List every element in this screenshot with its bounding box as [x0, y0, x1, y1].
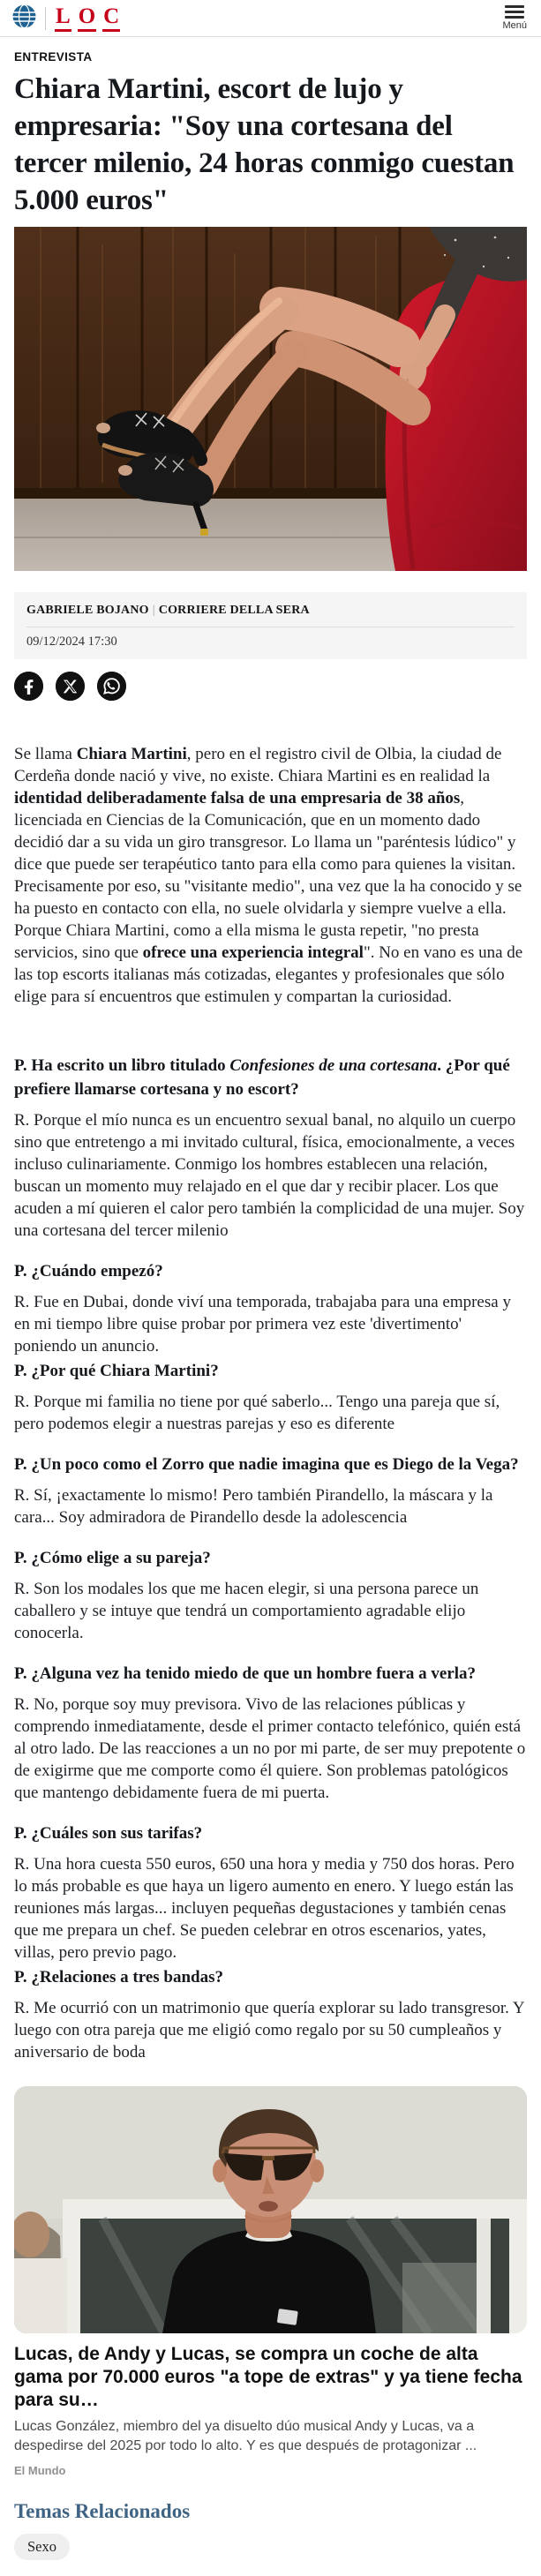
- interview-question: P. ¿Cómo elige a su pareja?: [14, 1548, 211, 1567]
- menu-label: Menú: [502, 20, 527, 31]
- related-article-source: El Mundo: [14, 2463, 66, 2477]
- section-kicker: ENTREVISTA: [14, 50, 93, 64]
- share-row: [14, 672, 527, 701]
- interview-question: P. ¿Cuándo empezó?: [14, 1261, 163, 1280]
- interview-answer: R. Me ocurrió con un matrimonio que quería explorar su lado transgresor. Y luego con otra pareja que me eligió como regalo por su 50 cumpleaños y aniversario de boda: [14, 1998, 524, 2062]
- loc-letter: L: [55, 5, 71, 32]
- interview-answer: R. Porque mi familia no tiene por qué saberlo... Tengo una pareja que sí, pero podemos elegir a nuestras parejas y eso es diferente: [14, 1392, 500, 1433]
- brand[interactable]: [12, 4, 120, 33]
- publish-datetime: 09/12/2024 17:30: [26, 634, 117, 649]
- interview-answer: R. No, porque soy muy previsora. Vivo de las relaciones públicas y comprendo inmediatamente, desde el primer contacto telefónico, quién está al otro lado. De las reacciones a un no por mi parte, de ser muy prepotente o de exigirme que me comporte como él quiere. Son problemas patológicos que mantengo debidamente fuera de mi puerta.: [14, 1694, 526, 1802]
- related-article-card[interactable]: [14, 2086, 527, 2477]
- interview-answer: R. Porque el mío nunca es un encuentro sexual banal, no alquilo un cuerpo sino que entretengo a mi invitado cultural, física, emocionalmente, a veces incluso culinariamente. Conmigo los hombres establecen una relación, buscan un momento muy relajado en el que dar y recibir placer. Los que acuden a mí quieren el calor pero también la complicidad de una mujer. Soy una cortesana del tercer milenio: [14, 1110, 525, 1240]
- whatsapp-icon: [97, 672, 126, 701]
- related-article-description: Lucas González, miembro del ya disuelto dúo musical Andy y Lucas, va a despedirse del 2025 por todo lo alto. Y es que después de protagonizar ...: [14, 2419, 477, 2453]
- x-icon: [56, 672, 85, 701]
- byline-box: [14, 592, 527, 659]
- interview-question: P. ¿Por qué Chiara Martini?: [14, 1361, 219, 1380]
- facebook-icon: [14, 672, 43, 701]
- site-header: [0, 0, 541, 37]
- elmundo-globe-icon: [12, 4, 36, 33]
- share-whatsapp-button[interactable]: [97, 672, 126, 701]
- share-facebook-button[interactable]: [14, 672, 43, 701]
- interview-answer: R. Son los modales los que me hacen elegir, si una persona parece un caballero y se intuye que tendrá un comportamiento agradable elijo conocerla.: [14, 1579, 479, 1642]
- article-body: [14, 743, 527, 2063]
- interview-question: P. ¿Cuáles son sus tarifas?: [14, 1823, 203, 1843]
- article-paragraph: Se llama Chiara Martini, pero en el registro civil de Olbia, la ciudad de Cerdeña donde nació y vive, no existe. Chiara Martini es en realidad la identidad deliberadamente falsa de una empresaria de 38 años, licenciada en Ciencias de la Comunicación, que en un momento dado decidió dar a su vida un giro transgresor. Lo llama un "paréntesis lúdico" y dice que puede ser terapéutico tanto para ella como para quienes la visitan. Precisamente por eso, su "visitante medio", una vez que la ha conocido y se ha puesto en contacto con ella, no suele olvidarla y siempre vuelve a ella. Porque Chiara Martini, como a ella misma le gusta repetir, "no presta servicios, sino que ofrece una experiencia integral". No en vano es una de las top escorts italianas más cotizadas, elegantes y profesionales que sólo elige para sí encuentros que estimulen y compartan la curiosidad.: [14, 744, 523, 1006]
- topic-tag[interactable]: Sexo: [14, 2534, 70, 2560]
- interview-question: P. Ha escrito un libro titulado Confesiones de una cortesana. ¿Por qué prefiere llamarse cortesana y no escort?: [14, 1055, 510, 1099]
- interview-question: P. ¿Relaciones a tres bandas?: [14, 1967, 223, 1986]
- topic-tag-list: [14, 2534, 527, 2560]
- loc-logo[interactable]: [55, 5, 120, 32]
- related-topics-title: Temas Relacionados: [14, 2499, 191, 2522]
- menu-button[interactable]: [499, 4, 530, 33]
- loc-letter: C: [102, 5, 120, 32]
- related-article-headline[interactable]: Lucas, de Andy y Lucas, se compra un coche de alta gama por 70.000 euros "a tope de extras" y ya tiene fecha para su…: [14, 2343, 522, 2411]
- interview-answer: R. Fue en Dubai, donde viví una temporada, trabajaba para una empresa y en mi tiempo libre quise probar por primera vez este 'divertimento' poniendo un anuncio.: [14, 1292, 511, 1356]
- loc-letter: O: [78, 5, 96, 32]
- hero-image: [14, 227, 527, 571]
- interview-answer: R. Sí, ¡exactamente lo mismo! Pero también Pirandello, la máscara y la cara... Soy admiradora de Pirandello desde la adolescencia: [14, 1485, 493, 1527]
- article-headline: Chiara Martini, escort de lujo y empresaria: "Soy una cortesana del tercer milenio, 24 horas conmigo cuestan 5.000 euros": [14, 73, 515, 216]
- byline-separator: |: [152, 603, 155, 617]
- interview-answer: R. Una hora cuesta 550 euros, 650 una hora y media y 750 dos horas. Pero lo más probable es que haya un ligero aumento en enero. Y luego están las reuniones más largas... incluyen pequeñas degustaciones y también cenas que me prepara un chef. Se pueden celebrar en otros escenarios, yates, villas, pero previo pago.: [14, 1854, 515, 1962]
- byline-author: GABRIELE BOJANO | CORRIERE DELLA SERA: [26, 603, 310, 617]
- brand-divider: [45, 7, 46, 30]
- hamburger-icon: [505, 5, 524, 19]
- interview-question: P. ¿Un poco como el Zorro que nadie imagina que es Diego de la Vega?: [14, 1454, 519, 1474]
- related-topics: [14, 2500, 527, 2576]
- related-article-image: [14, 2086, 527, 2333]
- interview-question: P. ¿Alguna vez ha tenido miedo de que un hombre fuera a verla?: [14, 1664, 477, 1683]
- share-x-button[interactable]: [56, 672, 85, 701]
